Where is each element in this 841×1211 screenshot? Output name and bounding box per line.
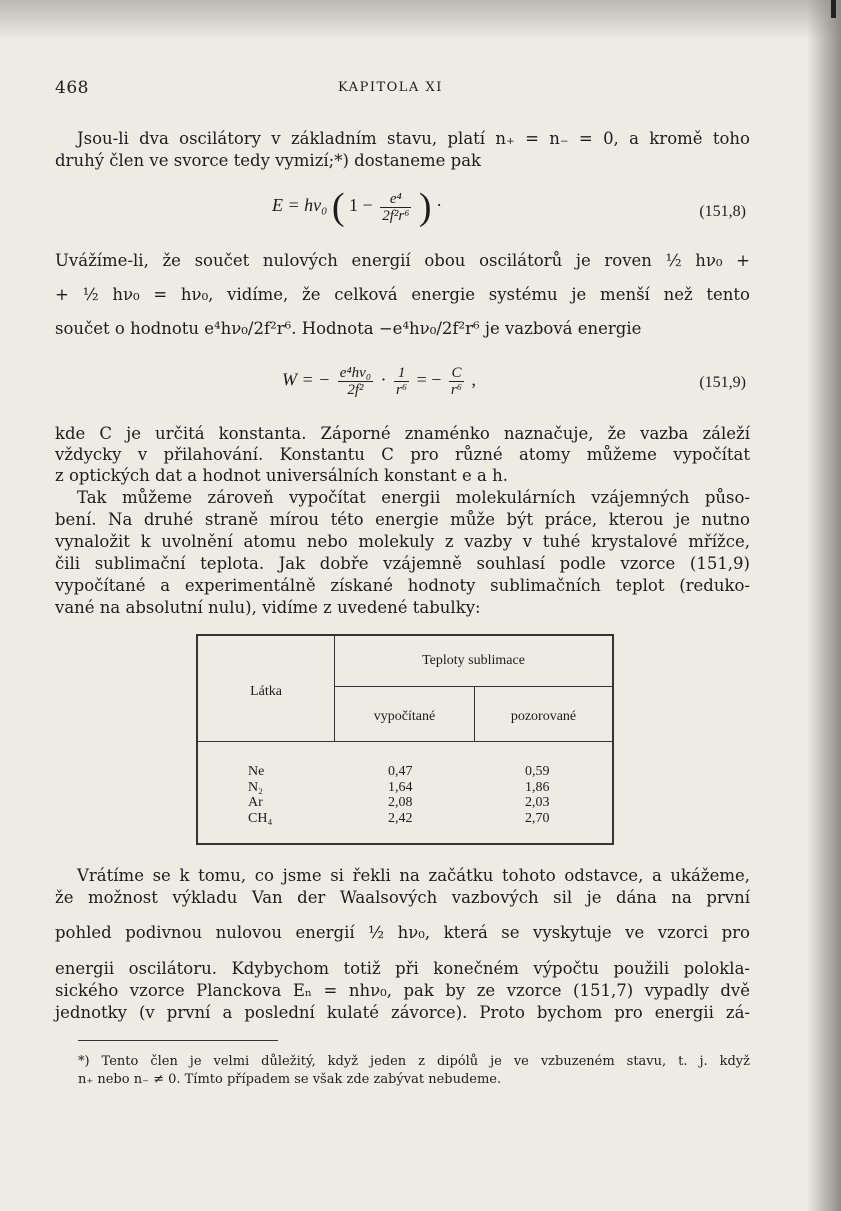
fraction-numerator: C [449,365,464,382]
equation-151-8 [272,185,442,229]
page-shadow-top [0,0,841,40]
fraction-numerator: 1 [394,365,409,382]
table-cell: CH₄ [248,810,273,826]
table-cell: 2,08 [388,795,413,810]
text-line: vané na absolutní nulu), vidíme z uvedené tabulky: [55,598,481,617]
scan-edge-mark [831,0,836,18]
equation-151-9: W = − $\frac{\text{e⁴hν₀}}{\text{2f²}}$ · $\frac{1}{\text{r⁶}}$ = − $\frac{C}{\text{r⁶}}$ , [282,365,476,398]
table-cell: 2,70 [525,810,550,826]
text-line: vynaložit k uvolnění atomu nebo molekuly z vazby v tuhé krystalové mřížce, [55,532,750,551]
eq-fraction [338,365,373,398]
text-line: čili sublimační teplota. Jak dobře vzájemně souhlasí podle vzorce (151,9) [55,554,750,573]
eq-lhs: E = hν₀ [272,195,328,216]
table-column-observed [525,764,550,826]
fraction-denominator: 2f²r⁶ [382,207,410,224]
text-line: Tak můžeme zároveň vypočítat energii molekulárních vzájemných půso- [77,488,750,507]
eq-one: 1 − [349,195,373,216]
table-cell: 1,64 [388,779,413,795]
running-head: KAPITOLA XI [338,80,443,95]
table-cell: 2,42 [388,810,413,826]
page-shadow-right [807,0,841,1211]
fraction-numerator: e⁴ [380,191,411,208]
eq-fraction [380,191,411,224]
equation-number: (151,8) [699,203,746,220]
text-line: kde C je určitá konstanta. Záporné znaménko naznačuje, že vazba záleží [55,424,750,443]
table-column-substances [248,764,272,826]
eq-equals: = − [416,369,442,390]
text-line: jednotky (v první a poslední kulaté závorce). Proto bychom pro energii zá- [55,1003,750,1022]
table-cell: Ar [248,795,263,810]
table-cell: N₂ [248,779,263,795]
text-line: že možnost výkladu Van der Waalsových vazbových sil je dána na první [55,888,750,907]
table-cell: 1,86 [525,779,550,795]
page-number: 468 [55,78,89,98]
fraction-denominator: r⁶ [450,382,462,398]
table-column-calculated [388,764,413,826]
text-line: sického vzorce Planckova Eₙ = nhν₀, pak by ze vzorce (151,7) vypadly dvě [55,981,750,1000]
eq-dot: · [436,195,443,216]
table-cell: Ne [248,764,265,779]
footnote-line: n₊ nebo n₋ ≠ 0. Tímto případem se však zde zabývat nebudeme. [78,1072,502,1087]
footnote-line: *) Tento člen je velmi důležitý, když jeden z dipólů je ve vzbuzeném stavu, t. j. když [78,1054,750,1069]
text-line: energii oscilátoru. Kdybychom totiž při konečném výpočtu použili polokla- [55,959,750,978]
fraction-numerator: e⁴hν₀ [339,365,372,381]
text-line: bení. Na druhé straně mírou této energie může být práce, kterou je nutno [55,510,750,529]
table-header-calculated: vypočítané [373,709,436,724]
footnote-rule [78,1040,278,1041]
fraction-denominator: r⁶ [396,382,408,398]
table-cell: 2,03 [525,795,550,810]
text-line: Jsou-li dva oscilátory v základním stavu, platí n₊ = n₋ = 0, a kromě toho [77,129,750,148]
text-line: vypočítané a experimentálně získané hodnoty sublimačních teplot (reduko- [55,576,750,595]
fraction-denominator: 2f² [347,382,364,398]
text-line: + ½ hν₀ = hν₀, vidíme, že celková energie systému je menší než tento [55,285,750,304]
table-cell: 0,59 [525,764,550,779]
sublimation-table [196,634,614,845]
text-line: pohled podivnou nulovou energií ½ hν₀, která se vyskytuje ve vzorci pro [55,923,750,942]
table-header-substance: Látka [250,684,282,699]
eq-fraction [449,365,464,398]
text-line: druhý člen ve svorce tedy vymizí;*) dostaneme pak [55,151,482,170]
equation-number: (151,9) [699,374,746,391]
text-line: součet o hodnotu e⁴hν₀/2f²r⁶. Hodnota −e⁴hν₀/2f²r⁶ je vazbová energie [55,319,642,338]
text-line: z optických dat a hodnot universálních konstant e a h. [55,466,508,485]
paren-right: ) [418,186,432,228]
eq-fraction [394,365,409,398]
table-cell: 0,47 [388,764,413,779]
text-line: Vrátíme se k tomu, co jsme si řekli na začátku tohoto odstavce, a ukážeme, [77,866,750,885]
table-header-group: Teploty sublimace [422,653,525,668]
paren-left: ( [331,186,345,228]
table-header-observed: pozorované [510,709,577,724]
text-line: Uvážíme-li, že součet nulových energií obou oscilátorů je roven ½ hν₀ + [55,251,750,270]
text-line: vždycky v přilahování. Konstantu C pro různé atomy můžeme vypočítat [55,445,750,464]
eq-lhs: W = − [282,369,331,390]
